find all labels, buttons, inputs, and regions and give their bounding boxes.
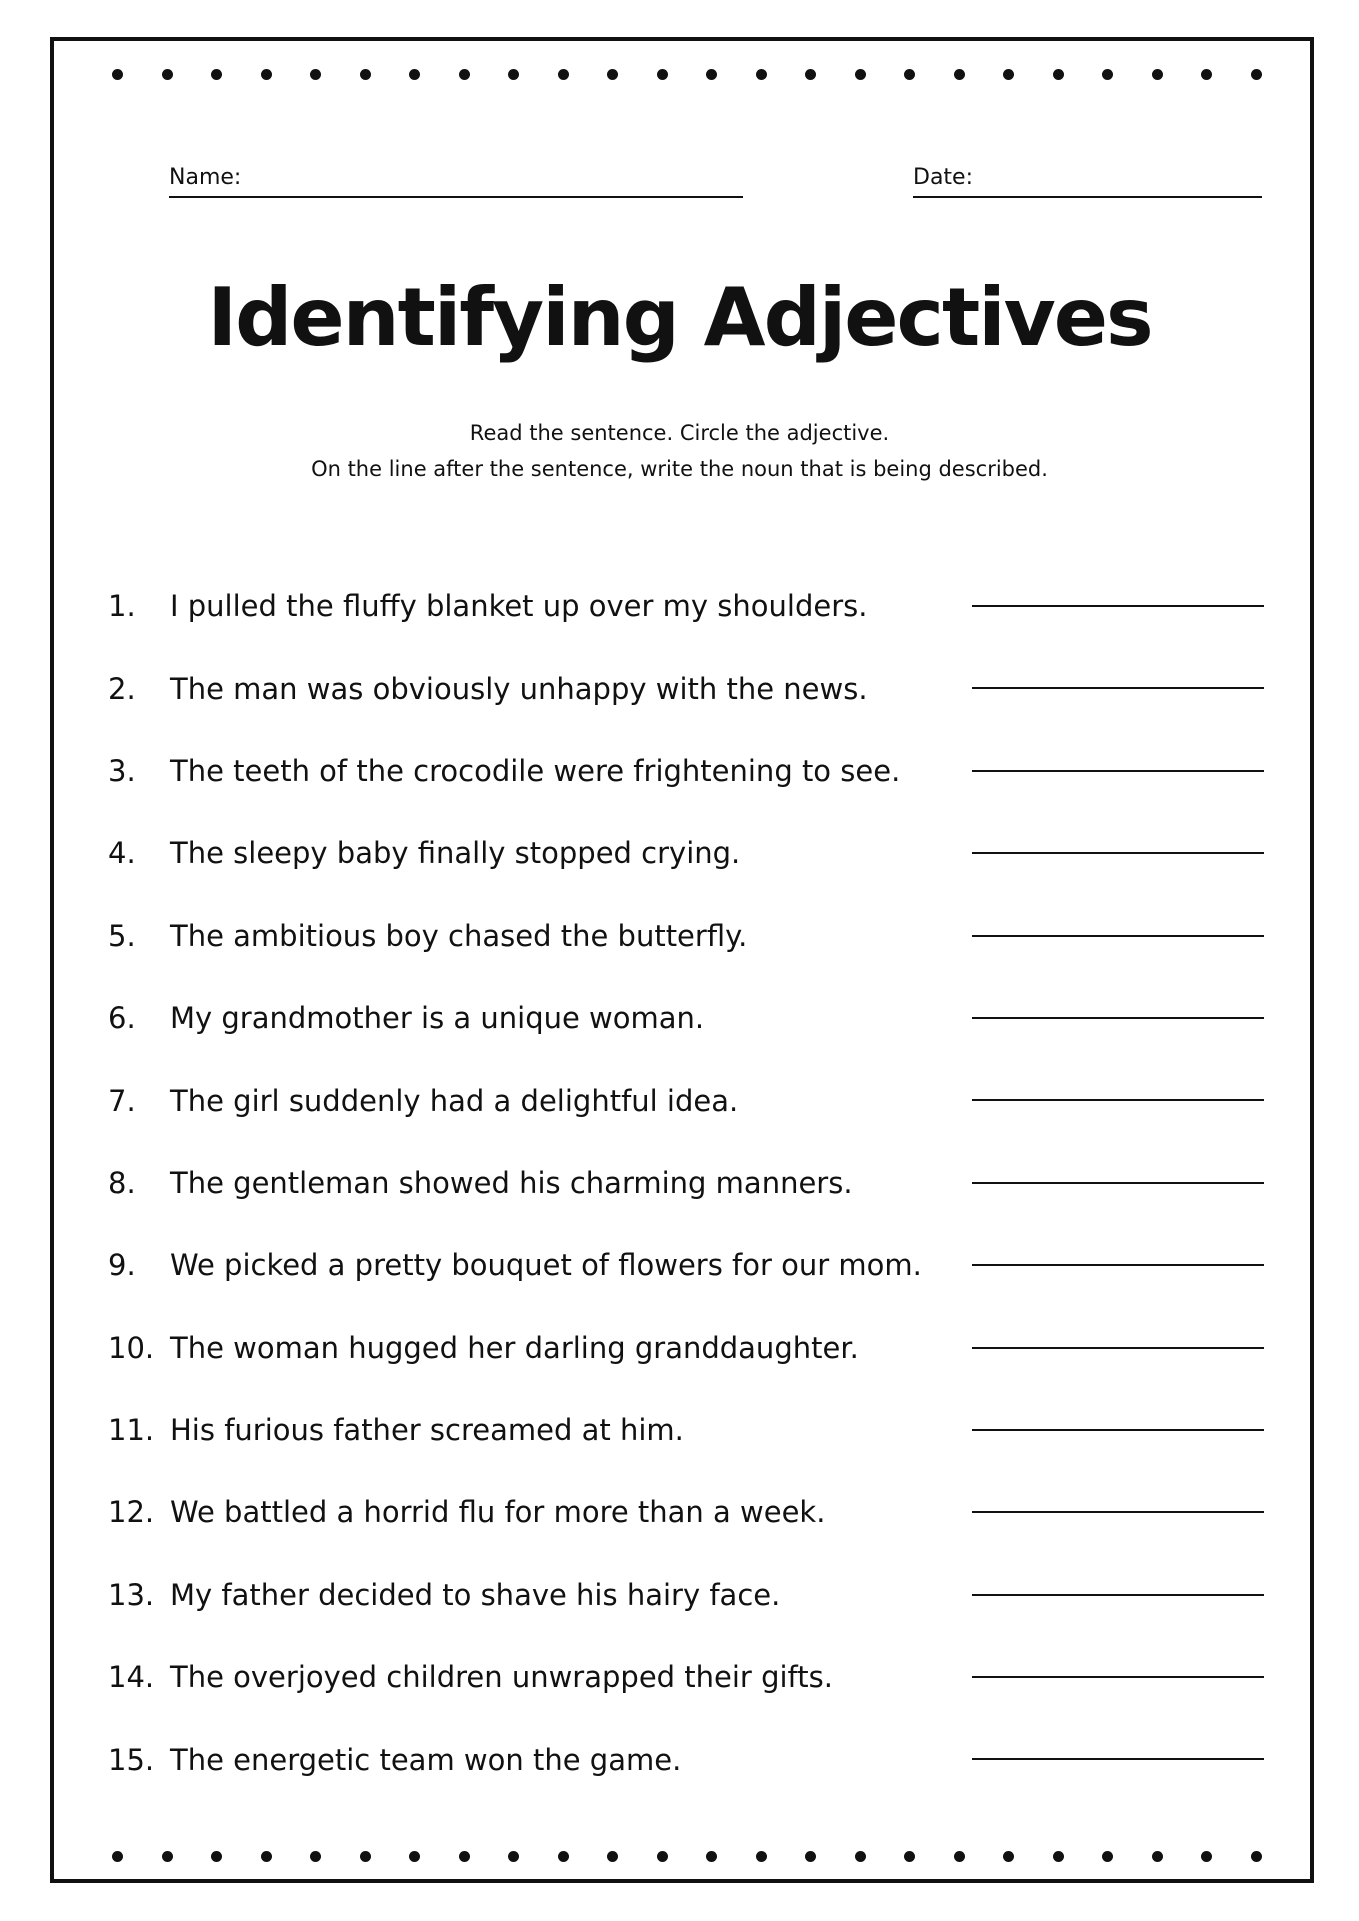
dot (706, 1851, 717, 1862)
instruction-line-2: On the line after the sentence, write the noun that is being described. (311, 457, 1048, 481)
answer-line[interactable] (972, 1099, 1264, 1101)
dot (409, 1851, 420, 1862)
dot (508, 69, 519, 80)
dot (1201, 1851, 1212, 1862)
item-number: 11. (108, 1413, 155, 1448)
dot (756, 69, 767, 80)
dot (1003, 1851, 1014, 1862)
dot (558, 69, 569, 80)
exercise-item (108, 1554, 1264, 1636)
exercise-item (108, 1389, 1264, 1471)
dot (558, 1851, 569, 1862)
answer-line[interactable] (972, 1758, 1264, 1760)
dot (360, 69, 371, 80)
exercise-item (108, 730, 1264, 812)
item-sentence: We battled a horrid flu for more than a week. (170, 1495, 826, 1530)
dot (607, 69, 618, 80)
dot (112, 1851, 123, 1862)
dot (1102, 1851, 1113, 1862)
exercise-item (108, 1059, 1264, 1141)
answer-line[interactable] (972, 687, 1264, 689)
item-sentence: The energetic team won the game. (170, 1742, 682, 1777)
item-number: 10. (108, 1330, 155, 1365)
item-number: 1. (108, 589, 136, 624)
dot (805, 69, 816, 80)
item-number: 15. (108, 1742, 155, 1777)
answer-line[interactable] (972, 770, 1264, 772)
dot (360, 1851, 371, 1862)
instruction-line-1: Read the sentence. Circle the adjective. (469, 421, 890, 445)
dot (459, 69, 470, 80)
dot (1251, 1851, 1262, 1862)
bottom-dot-border (112, 1849, 1262, 1863)
dot (855, 1851, 866, 1862)
item-sentence: The overjoyed children unwrapped their gifts. (170, 1660, 833, 1695)
dot (508, 1851, 519, 1862)
item-sentence: The man was obviously unhappy with the news. (170, 671, 868, 706)
exercise-item (108, 1224, 1264, 1306)
exercise-item (108, 895, 1264, 977)
dot (1102, 69, 1113, 80)
dot (162, 1851, 173, 1862)
item-number: 13. (108, 1577, 155, 1612)
item-sentence: My grandmother is a unique woman. (170, 1001, 705, 1036)
dot (409, 69, 420, 80)
dot (310, 69, 321, 80)
exercise-item (108, 1307, 1264, 1389)
item-sentence: His furious father screamed at him. (170, 1413, 684, 1448)
answer-line[interactable] (972, 1676, 1264, 1678)
item-sentence: The woman hugged her darling granddaughter. (170, 1330, 859, 1365)
dot (1003, 69, 1014, 80)
item-number: 8. (108, 1165, 136, 1200)
dot (1053, 1851, 1064, 1862)
exercise-item (108, 1636, 1264, 1718)
dot (607, 1851, 618, 1862)
date-field[interactable] (913, 158, 1262, 198)
item-number: 2. (108, 671, 136, 706)
exercise-item (108, 1471, 1264, 1553)
dot (657, 1851, 668, 1862)
dot (310, 1851, 321, 1862)
answer-line[interactable] (972, 935, 1264, 937)
exercise-item (108, 647, 1264, 729)
dot (211, 69, 222, 80)
item-number: 4. (108, 836, 136, 871)
dot (261, 1851, 272, 1862)
dot (1201, 69, 1212, 80)
worksheet-title: Identifying Adjectives (207, 271, 1152, 364)
answer-line[interactable] (972, 605, 1264, 607)
answer-line[interactable] (972, 1017, 1264, 1019)
dot (904, 1851, 915, 1862)
item-number: 7. (108, 1083, 136, 1118)
name-field[interactable] (169, 158, 743, 198)
item-number: 9. (108, 1248, 136, 1283)
dot (112, 69, 123, 80)
item-sentence: My father decided to shave his hairy face. (170, 1577, 781, 1612)
exercise-item (108, 1142, 1264, 1224)
exercise-item (108, 1718, 1264, 1800)
item-number: 3. (108, 753, 136, 788)
item-number: 5. (108, 918, 136, 953)
name-label: Name: (169, 165, 242, 190)
dot (1053, 69, 1064, 80)
item-sentence: We picked a pretty bouquet of flowers for our mom. (170, 1248, 922, 1283)
answer-line[interactable] (972, 1429, 1264, 1431)
answer-line[interactable] (972, 852, 1264, 854)
date-label: Date: (913, 165, 973, 190)
exercise-list (108, 565, 1264, 1801)
item-number: 14. (108, 1660, 155, 1695)
answer-line[interactable] (972, 1594, 1264, 1596)
dot (954, 1851, 965, 1862)
dot (1152, 69, 1163, 80)
answer-line[interactable] (972, 1182, 1264, 1184)
dot (162, 69, 173, 80)
answer-line[interactable] (972, 1347, 1264, 1349)
dot (805, 1851, 816, 1862)
item-sentence: The gentleman showed his charming manners. (170, 1165, 853, 1200)
top-dot-border (112, 67, 1262, 81)
item-sentence: The sleepy baby finally stopped crying. (170, 836, 741, 871)
answer-line[interactable] (972, 1511, 1264, 1513)
dot (657, 69, 668, 80)
dot (1251, 69, 1262, 80)
item-number: 12. (108, 1495, 155, 1530)
item-sentence: The ambitious boy chased the butterfly. (170, 918, 748, 953)
item-sentence: The girl suddenly had a delightful idea. (170, 1083, 739, 1118)
dot (459, 1851, 470, 1862)
dot (706, 69, 717, 80)
item-sentence: I pulled the fluffy blanket up over my shoulders. (170, 589, 868, 624)
instructions (0, 415, 1359, 487)
exercise-item (108, 977, 1264, 1059)
dot (855, 69, 866, 80)
dot (954, 69, 965, 80)
answer-line[interactable] (972, 1264, 1264, 1266)
exercise-item (108, 565, 1264, 647)
dot (756, 1851, 767, 1862)
item-number: 6. (108, 1001, 136, 1036)
item-sentence: The teeth of the crocodile were frightening to see. (170, 753, 901, 788)
dot (904, 69, 915, 80)
dot (261, 69, 272, 80)
dot (211, 1851, 222, 1862)
dot (1152, 1851, 1163, 1862)
exercise-item (108, 812, 1264, 894)
